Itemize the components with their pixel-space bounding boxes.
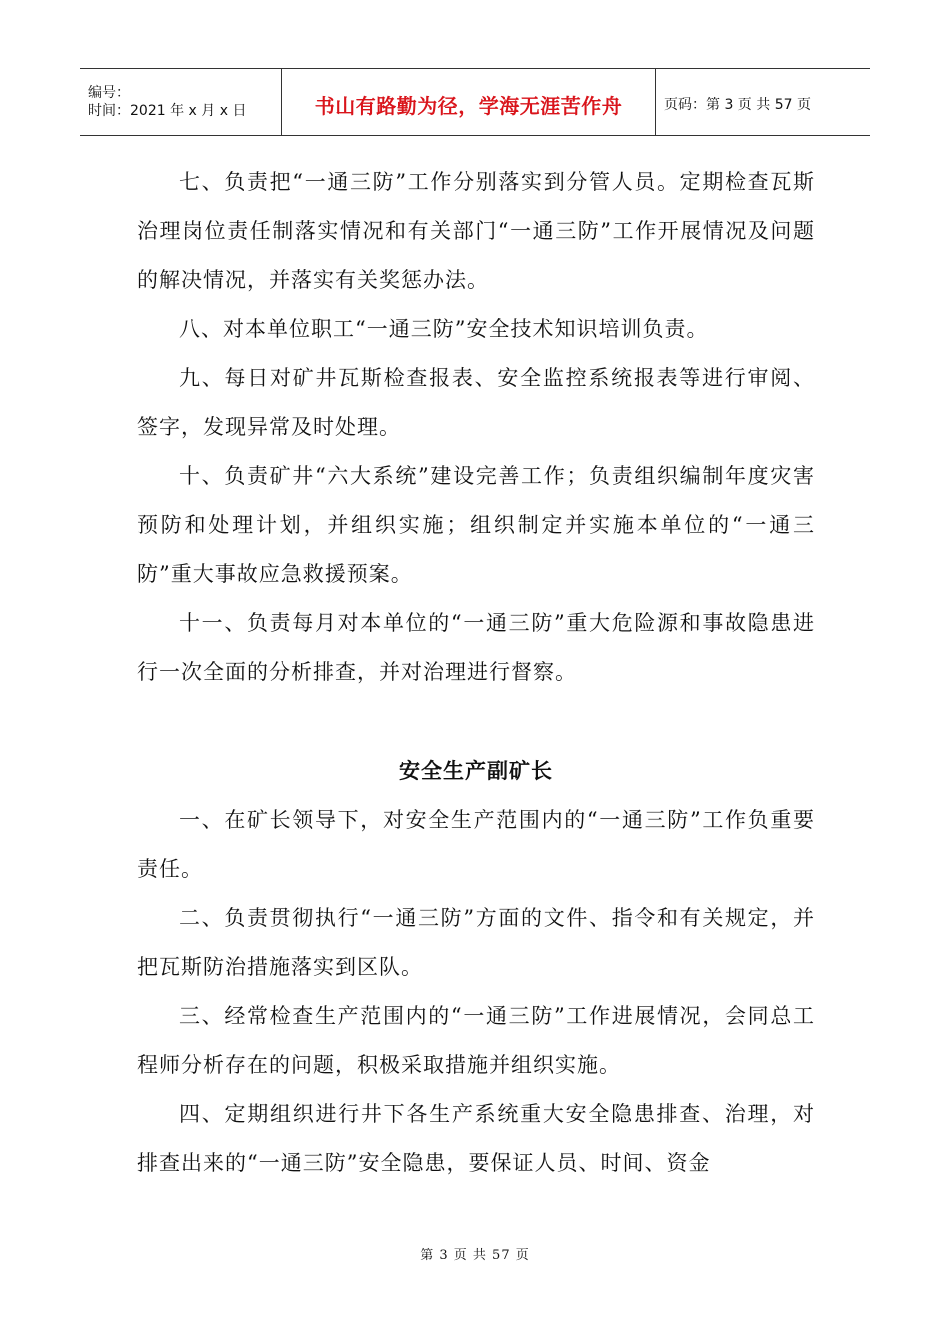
footer-page-number: 第 3 页 共 57 页 [420, 1248, 530, 1263]
paragraph-7: 七、负责把“一通三防”工作分别落实到分管人员。定期检查瓦斯治理岗位责任制落实情况和有关部门“一通三防”工作开展情况及问题的解决情况，并落实有关奖惩办法。 [137, 170, 815, 292]
page-header [80, 68, 870, 136]
paragraph-10: 十、负责矿井“六大系统”建设完善工作；负责组织编制年度灾害预防和处理计划，并组织实施；组织制定并实施本单位的“一通三防”重大事故应急救援预案。 [137, 464, 815, 586]
header-motto-cell [282, 69, 656, 135]
section-paragraph-4: 四、定期组织进行井下各生产系统重大安全隐患排查、治理，对排查出来的“一通三防”安全隐患，要保证人员、时间、资金 [137, 1102, 815, 1175]
section-paragraph-1: 一、在矿长领导下，对安全生产范围内的“一通三防”工作负重要责任。 [137, 808, 815, 881]
header-page-cell [656, 69, 870, 135]
section-spacer [137, 697, 815, 746]
header-meta-cell [80, 69, 282, 135]
paragraph-8: 八、对本单位职工“一通三防”安全技术知识培训负责。 [179, 317, 709, 341]
document-number-label: 编号： [88, 85, 130, 101]
page-footer [0, 1244, 950, 1263]
section-paragraph-2: 二、负责贯彻执行“一通三防”方面的文件、指令和有关规定，并把瓦斯防治措施落实到区队。 [137, 906, 815, 979]
section-title: 安全生产副矿长 [399, 758, 553, 783]
paragraph-11: 十一、负责每月对本单位的“一通三防”重大危险源和事故隐患进行一次全面的分析排查，并对治理进行督察。 [137, 611, 815, 684]
document-body [137, 158, 815, 1188]
header-page-info: 页码：第 3 页 共 57 页 [664, 97, 811, 113]
paragraph-9: 九、每日对矿井瓦斯检查报表、安全监控系统报表等进行审阅、签字，发现异常及时处理。 [137, 366, 815, 439]
section-paragraph-3: 三、经常检查生产范围内的“一通三防”工作进展情况，会同总工程师分析存在的问题，积极采取措施并组织实施。 [137, 1004, 815, 1077]
header-motto: 书山有路勤为径，学海无涯苦作舟 [314, 93, 623, 118]
document-date-label: 时间：2021 年 x 月 x 日 [88, 103, 247, 119]
